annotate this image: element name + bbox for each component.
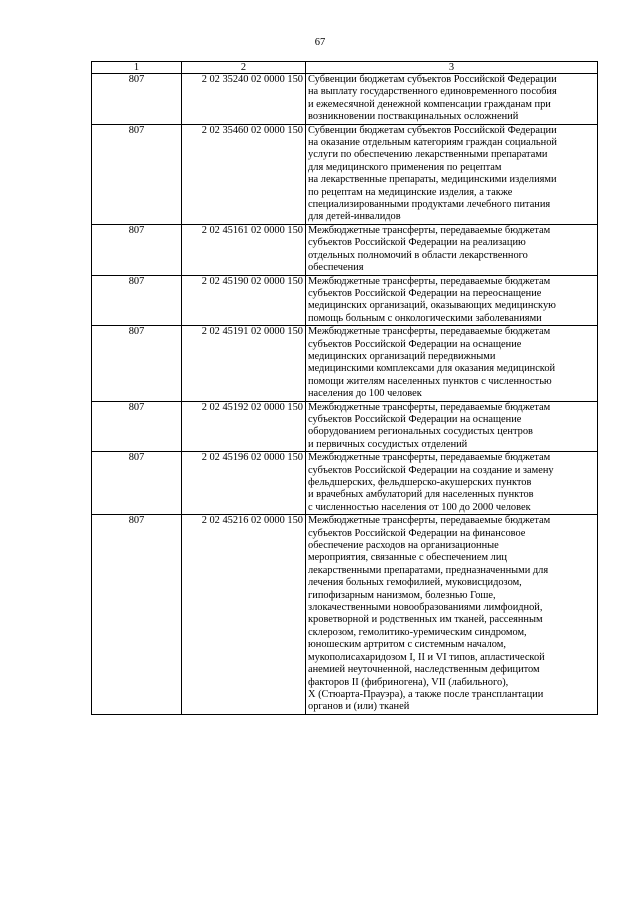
budget-code-cell: 2 02 45191 02 0000 150: [182, 326, 306, 401]
revenue-name-cell: [306, 515, 598, 715]
revenue-name-line: и первичных сосудистых отделений: [308, 438, 468, 450]
revenue-name-line: обеспечение расходов на организационные: [308, 540, 499, 552]
page-number: 67: [314, 37, 326, 48]
revenue-name-line: и ежемесячной денежной компенсации гражданам при: [308, 98, 551, 110]
revenue-name-line: услуги по обеспечению лекарственными препаратами: [308, 149, 548, 161]
revenue-name-line: Межбюджетные трансферты, передаваемые бюджетам: [308, 401, 551, 413]
admin-code-cell: 807: [92, 326, 182, 401]
budget-code-cell: 2 02 45190 02 0000 150: [182, 275, 306, 326]
revenue-name-cell: [306, 74, 598, 125]
budget-code-cell: 2 02 45161 02 0000 150: [182, 224, 306, 275]
revenue-name-line: Субвенции бюджетам субъектов Российской Федерации: [308, 74, 557, 85]
header-col-3: 3: [306, 62, 598, 74]
admin-code-cell: 807: [92, 515, 182, 715]
table-row: [92, 326, 598, 401]
table-row: [92, 275, 598, 326]
revenue-name-cell: [306, 224, 598, 275]
revenue-name-line: на лекарственные препараты, медицинскими изделиями: [308, 174, 557, 186]
budget-code-cell: 2 02 35240 02 0000 150: [182, 74, 306, 125]
revenue-name-line: населения до 100 человек: [308, 388, 422, 400]
revenue-name-line: Субвенции бюджетам субъектов Российской Федерации: [308, 124, 557, 136]
revenue-name-cell: [306, 124, 598, 224]
budget-classification-table: [91, 61, 598, 715]
revenue-name-cell: [306, 452, 598, 515]
revenue-name-line: X (Стюарта-Прауэра), а также после трансплантации: [308, 688, 544, 700]
revenue-name-line: отдельных полномочий в области лекарственного: [308, 249, 528, 261]
revenue-name-line: для медицинского применения по рецептам: [308, 161, 502, 173]
admin-code-cell: 807: [92, 74, 182, 125]
revenue-name-line: Межбюджетные трансферты, передаваемые бюджетам: [308, 515, 551, 527]
budget-code-cell: 2 02 45216 02 0000 150: [182, 515, 306, 715]
header-col-1: 1: [92, 62, 182, 74]
revenue-name-line: субъектов Российской Федерации на переоснащение: [308, 287, 542, 299]
revenue-name-line: факторов II (фибриногена), VII (лабильного),: [308, 676, 509, 688]
revenue-name-line: Межбюджетные трансферты, передаваемые бюджетам: [308, 224, 551, 236]
revenue-name-cell: [306, 275, 598, 326]
revenue-name-line: склерозом, гемолитико-уремическим синдромом,: [308, 626, 527, 638]
revenue-name-cell: [306, 326, 598, 401]
revenue-name-line: медицинских организаций, оказывающих медицинскую: [308, 300, 556, 312]
revenue-name-line: мукополисахаридозом I, II и VI типов, апластической: [308, 651, 545, 663]
revenue-name-line: фельдшерских, фельдшерско-акушерских пунктов: [308, 477, 532, 488]
revenue-name-line: субъектов Российской Федерации на оснащение: [308, 413, 522, 425]
revenue-name-line: медицинскими комплексами для оказания медицинской: [308, 363, 556, 375]
admin-code-cell: 807: [92, 224, 182, 275]
revenue-name-line: Межбюджетные трансферты, передаваемые бюджетам: [308, 275, 551, 287]
revenue-name-line: с численностью населения от 100 до 2000 человек: [308, 501, 531, 513]
revenue-name-line: помощь больным с онкологическими заболеваниями: [308, 312, 542, 324]
budget-code-cell: 2 02 35460 02 0000 150: [182, 124, 306, 224]
budget-code-cell: 2 02 45192 02 0000 150: [182, 401, 306, 452]
revenue-name-line: специализированными продуктами лечебного питания: [308, 199, 551, 211]
header-col-2: 2: [182, 62, 306, 74]
revenue-name-line: по рецептам на медицинские изделия, а также: [308, 186, 513, 198]
revenue-name-line: злокачественными новообразованиями лимфоидной,: [308, 602, 543, 614]
revenue-name-line: помощи жителям населенных пунктов с численностью: [308, 375, 552, 387]
revenue-name-line: гипофизарным нанизмом, болезнью Гоше,: [308, 589, 496, 601]
table-row: [92, 124, 598, 224]
table-row: [92, 515, 598, 715]
revenue-name-cell: [306, 401, 598, 452]
table-row: [92, 74, 598, 125]
revenue-name-line: Межбюджетные трансферты, передаваемые бюджетам: [308, 452, 551, 464]
revenue-name-line: обеспечения: [308, 262, 364, 274]
revenue-name-line: субъектов Российской Федерации на оснащение: [308, 338, 522, 350]
revenue-name-line: органов и (или) тканей: [308, 701, 410, 713]
admin-code-cell: 807: [92, 275, 182, 326]
revenue-name-line: юношеским артритом с системным началом,: [308, 639, 506, 651]
revenue-name-line: на оказание отдельным категориям граждан социальной: [308, 137, 557, 149]
revenue-name-line: Межбюджетные трансферты, передаваемые бюджетам: [308, 326, 551, 338]
table-row: [92, 452, 598, 515]
revenue-name-line: мероприятия, связанные с обеспечением лиц: [308, 552, 507, 564]
revenue-name-line: субъектов Российской Федерации на создание и замену: [308, 464, 554, 476]
admin-code-cell: 807: [92, 124, 182, 224]
revenue-name-line: лечения больных гемофилией, муковисцидозом,: [308, 577, 522, 589]
revenue-name-line: кроветворной и родственных им тканей, рассеянным: [308, 614, 543, 626]
table-body: [92, 74, 598, 715]
budget-code-cell: 2 02 45196 02 0000 150: [182, 452, 306, 515]
revenue-name-line: возникновении поствакцинальных осложнений: [308, 111, 519, 123]
revenue-name-line: субъектов Российской Федерации на реализацию: [308, 237, 526, 249]
admin-code-cell: 807: [92, 401, 182, 452]
table-row: [92, 401, 598, 452]
revenue-name-line: субъектов Российской Федерации на финансовое: [308, 527, 526, 539]
revenue-name-line: лекарственными препаратами, предназначенными для: [308, 564, 549, 576]
revenue-name-line: на выплату государственного единовременного пособия: [308, 86, 557, 98]
revenue-name-line: для детей-инвалидов: [308, 211, 401, 223]
revenue-name-line: медицинских организаций передвижными: [308, 350, 496, 362]
revenue-name-line: анемией неуточненной, наследственным дефицитом: [308, 664, 540, 676]
table-row: [92, 224, 598, 275]
revenue-name-line: и врачебных амбулаторий для населенных пунктов: [308, 489, 534, 501]
revenue-name-line: оборудованием региональных сосудистых центров: [308, 426, 533, 438]
admin-code-cell: 807: [92, 452, 182, 515]
table-header-row: [92, 62, 598, 74]
